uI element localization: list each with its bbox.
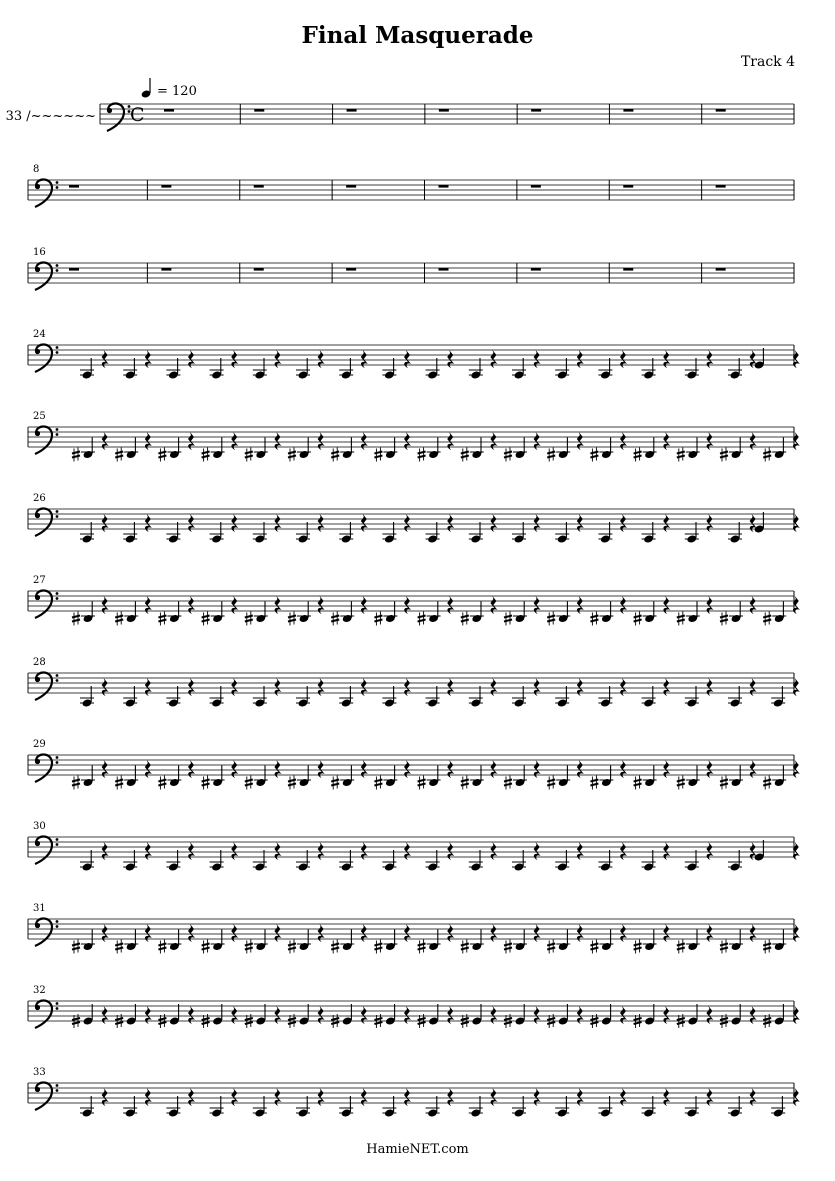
- measure-number: 8: [33, 164, 40, 175]
- staff-system: [28, 411, 800, 462]
- bass-clef-icon: [35, 508, 52, 536]
- bass-clef-icon: [35, 672, 52, 700]
- whole-rest-icon: [531, 268, 541, 271]
- whole-rest-icon: [623, 109, 633, 112]
- measure-number: 24: [33, 329, 46, 340]
- whole-rest-icon: [623, 185, 633, 188]
- whole-rest-icon: [716, 185, 726, 188]
- whole-rest-icon: [346, 268, 356, 271]
- bass-clef-icon: [35, 344, 52, 372]
- bass-clef-icon: [35, 590, 52, 618]
- staff-system: [28, 657, 800, 708]
- whole-rest-icon: [347, 109, 357, 112]
- staff-system: [28, 985, 800, 1028]
- whole-rest-icon: [254, 185, 264, 188]
- instrument-label: 33 /~~~~~~: [5, 109, 96, 124]
- whole-rest-icon: [161, 268, 171, 271]
- staff-system: [28, 575, 800, 626]
- whole-rest-icon: [531, 109, 541, 112]
- bass-clef-icon: [35, 754, 52, 782]
- bass-clef-icon: [35, 1000, 52, 1028]
- measure-number: 25: [33, 411, 46, 422]
- whole-rest-icon: [164, 109, 174, 112]
- time-signature: C: [130, 104, 145, 126]
- measure-number: 26: [33, 493, 46, 504]
- bass-clef-icon: [35, 426, 52, 454]
- bass-clef-icon: [35, 836, 52, 864]
- tempo-text: = 120: [157, 84, 197, 99]
- staff-system: [100, 103, 794, 131]
- footer-credit: HamieNET.com: [366, 1142, 469, 1157]
- whole-rest-icon: [439, 109, 449, 112]
- whole-rest-icon: [623, 268, 633, 271]
- measure-number: 27: [33, 575, 46, 586]
- measure-number: 31: [33, 903, 46, 914]
- staff-system: [28, 247, 794, 290]
- measure-number: 28: [33, 657, 46, 668]
- staff-system: [28, 903, 800, 954]
- bass-clef-icon: [35, 179, 52, 207]
- whole-rest-icon: [69, 268, 79, 271]
- staff-system: [28, 164, 794, 207]
- whole-rest-icon: [439, 185, 449, 188]
- tempo-marking: [141, 78, 197, 99]
- measure-number: 16: [33, 247, 46, 258]
- staff-system: [28, 739, 800, 790]
- bass-clef-icon: [35, 262, 52, 290]
- staff-system: [28, 329, 800, 380]
- bass-clef-icon: [35, 1082, 52, 1110]
- whole-rest-icon: [531, 185, 541, 188]
- whole-rest-icon: [716, 268, 726, 271]
- bass-clef-icon: [107, 103, 124, 131]
- measure-number: 32: [33, 985, 46, 996]
- score-title: Final Masquerade: [301, 22, 534, 49]
- track-label: Track 4: [740, 54, 795, 70]
- whole-rest-icon: [346, 185, 356, 188]
- measure-number: 33: [33, 1067, 46, 1078]
- whole-rest-icon: [439, 268, 449, 271]
- measure-number: 29: [33, 739, 46, 750]
- staff-system: [28, 1067, 800, 1118]
- whole-rest-icon: [716, 109, 726, 112]
- whole-rest-icon: [254, 109, 264, 112]
- whole-rest-icon: [161, 185, 171, 188]
- measure-number: 30: [33, 821, 46, 832]
- staff-system: [28, 821, 800, 872]
- staff-system: [28, 493, 800, 544]
- whole-rest-icon: [254, 268, 264, 271]
- whole-rest-icon: [69, 185, 79, 188]
- bass-clef-icon: [35, 918, 52, 946]
